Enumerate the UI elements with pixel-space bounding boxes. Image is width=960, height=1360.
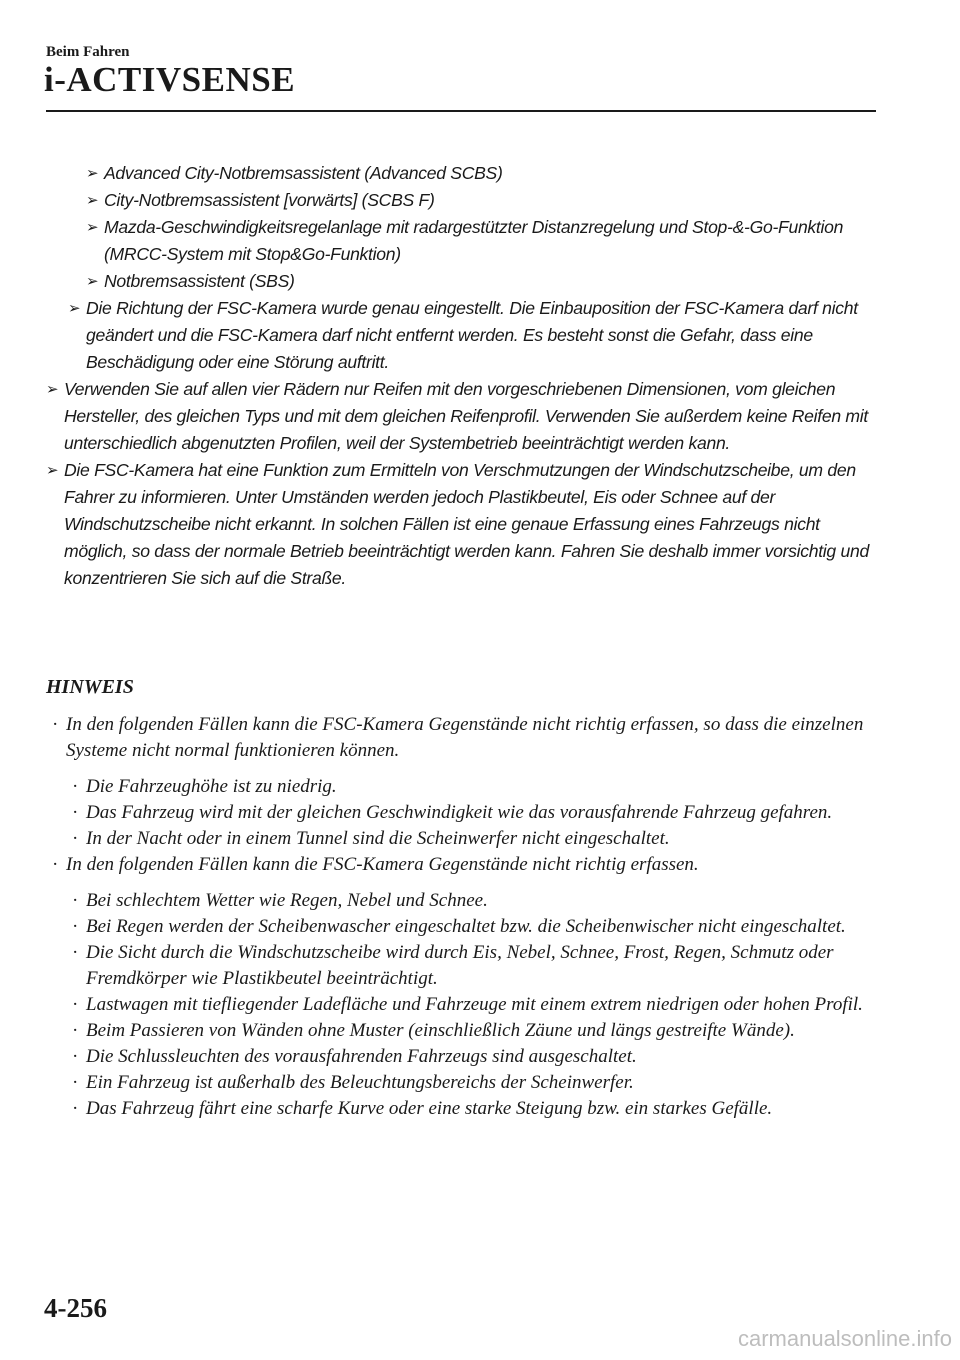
dot-bullet-icon: ·	[72, 1020, 79, 1041]
note-subitem	[46, 826, 876, 852]
note-subitem	[46, 1044, 876, 1070]
note-text: Bei schlechtem Wetter wie Regen, Nebel und Schnee.	[86, 890, 488, 911]
note-subitem	[46, 940, 876, 992]
arrowhead-bullet-icon: ➢	[46, 462, 59, 479]
caution-item	[46, 187, 876, 214]
dot-bullet-icon: ·	[72, 1098, 79, 1119]
note-text: Lastwagen mit tiefliegender Ladefläche und Fahrzeuge mit einem extrem niedrigen oder hohen Profil.	[86, 994, 863, 1015]
note-subitem	[46, 1018, 876, 1044]
note-item	[46, 852, 876, 878]
caution-text: Mazda-Geschwindigkeitsregelanlage mit radargestützter Distanzregelung und Stop-&-Go-Funktion (MRCC-System mit Stop&Go-Funktion)	[104, 217, 844, 264]
dot-bullet-icon: ·	[72, 1046, 79, 1067]
page-number: 4-256	[44, 1293, 107, 1323]
page-title: i-ACTIVSENSE	[44, 60, 296, 99]
note-text: Das Fahrzeug wird mit der gleichen Geschwindigkeit wie das vorausfahrende Fahrzeug gefahren.	[86, 802, 833, 823]
dot-bullet-icon: ·	[72, 802, 79, 823]
caution-text: City-Notbremsassistent [vorwärts] (SCBS F)	[104, 190, 435, 210]
note-text: Die Fahrzeughöhe ist zu niedrig.	[86, 776, 337, 797]
section-label: Beim Fahren	[46, 44, 130, 60]
arrowhead-bullet-icon: ➢	[46, 381, 59, 398]
header-divider	[46, 110, 876, 112]
caution-text: Notbremsassistent (SBS)	[104, 271, 295, 291]
arrowhead-bullet-icon: ➢	[86, 165, 99, 182]
caution-text: Verwenden Sie auf allen vier Rädern nur Reifen mit den vorgeschriebenen Dimensionen, vom gleichen Hersteller, des gleichen Typs und mit dem gleichen Reifenprofil. Verwenden Sie außerdem keine Reifen mit unterschiedlich abgenutzten Profilen, weil der Systembetrieb beeinträchtigt werden kann.	[64, 379, 868, 453]
note-subitem	[46, 774, 876, 800]
dot-bullet-icon: ·	[72, 916, 79, 937]
arrowhead-bullet-icon: ➢	[86, 192, 99, 209]
note-text: In den folgenden Fällen kann die FSC-Kamera Gegenstände nicht richtig erfassen, so dass die einzelnen Systeme nicht normal funktionieren können.	[66, 714, 864, 761]
arrowhead-bullet-icon: ➢	[86, 219, 99, 236]
dot-bullet-icon: ·	[52, 714, 59, 735]
caution-item	[46, 457, 876, 592]
dot-bullet-icon: ·	[72, 1072, 79, 1093]
note-item	[46, 712, 876, 764]
note-subitem	[46, 1096, 876, 1122]
note-text: Die Schlussleuchten des vorausfahrenden Fahrzeugs sind ausgeschaltet.	[86, 1046, 637, 1067]
caution-item	[46, 376, 876, 457]
dot-bullet-icon: ·	[72, 776, 79, 797]
dot-bullet-icon: ·	[72, 942, 79, 963]
caution-text: Advanced City-Notbremsassistent (Advanced SCBS)	[104, 163, 503, 183]
note-subitem	[46, 914, 876, 940]
caution-list	[46, 160, 876, 592]
note-text: Beim Passieren von Wänden ohne Muster (einschließlich Zäune und längs gestreifte Wände).	[86, 1020, 795, 1041]
note-text: Ein Fahrzeug ist außerhalb des Beleuchtungsbereichs der Scheinwerfer.	[86, 1072, 634, 1093]
watermark[interactable]: carmanualsonline.info	[737, 1326, 952, 1351]
note-subitem	[46, 800, 876, 826]
note-heading: HINWEIS	[46, 676, 134, 698]
dot-bullet-icon: ·	[52, 854, 59, 875]
dot-bullet-icon: ·	[72, 890, 79, 911]
caution-item	[46, 214, 876, 268]
note-text: Bei Regen werden der Scheibenwascher eingeschaltet bzw. die Scheibenwischer nicht eingeschaltet.	[86, 916, 846, 937]
note-text: In der Nacht oder in einem Tunnel sind die Scheinwerfer nicht eingeschaltet.	[86, 828, 670, 849]
note-text: In den folgenden Fällen kann die FSC-Kamera Gegenstände nicht richtig erfassen.	[66, 854, 699, 875]
caution-text: Die FSC-Kamera hat eine Funktion zum Ermitteln von Verschmutzungen der Windschutzscheibe, um den Fahrer zu informieren. Unter Umständen werden jedoch Plastikbeutel, Eis oder Schnee auf der Windschutzscheibe nicht erkannt. In solchen Fällen ist eine genaue Erfassung eines Fahrzeugs nicht möglich, so dass der normale Betrieb beeinträchtigt werden kann. Fahren Sie deshalb immer vorsichtig und konzentrieren Sie sich auf die Straße.	[64, 460, 869, 588]
note-text: Die Sicht durch die Windschutzscheibe wird durch Eis, Nebel, Schnee, Frost, Regen, Schmutz oder Fremdkörper wie Plastikbeutel beeinträchtigt.	[86, 942, 834, 989]
note-text: Das Fahrzeug fährt eine scharfe Kurve oder eine starke Steigung bzw. ein starkes Gefälle.	[86, 1098, 773, 1119]
dot-bullet-icon: ·	[72, 828, 79, 849]
caution-item	[46, 160, 876, 187]
note-subitem	[46, 992, 876, 1018]
arrowhead-bullet-icon: ➢	[68, 300, 81, 317]
caution-text: Die Richtung der FSC-Kamera wurde genau eingestellt. Die Einbauposition der FSC-Kamera darf nicht geändert und die FSC-Kamera darf nicht entfernt werden. Es besteht sonst die Gefahr, dass eine Beschädigung oder eine Störung auftritt.	[86, 298, 858, 372]
note-subitem	[46, 888, 876, 914]
note-list	[46, 712, 876, 1122]
caution-item	[46, 295, 876, 376]
note-subitem	[46, 1070, 876, 1096]
arrowhead-bullet-icon: ➢	[86, 273, 99, 290]
caution-item	[46, 268, 876, 295]
dot-bullet-icon: ·	[72, 994, 79, 1015]
